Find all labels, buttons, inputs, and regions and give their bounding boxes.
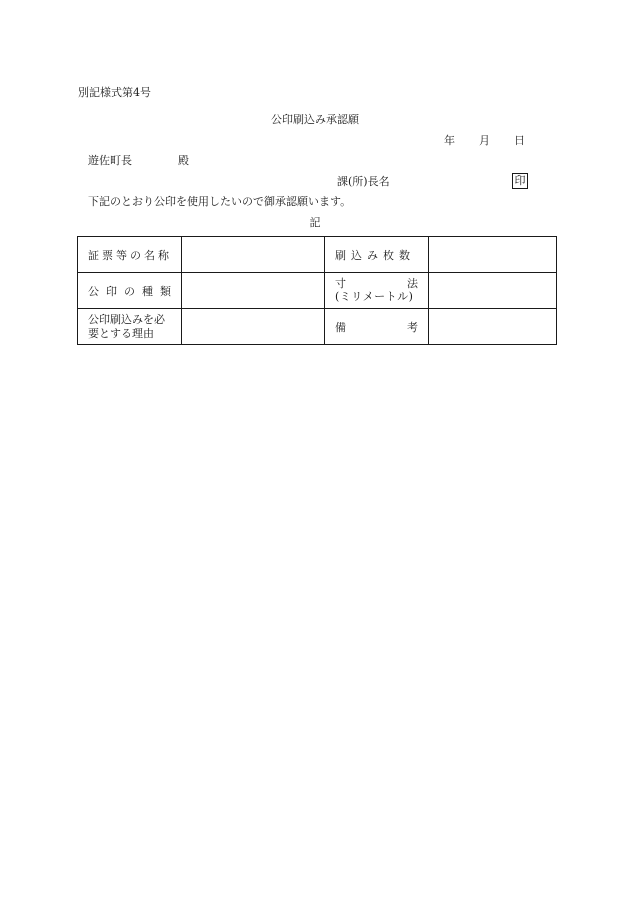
ki-heading: 記 [309, 216, 321, 229]
cell-label-certificate-name [78, 237, 182, 273]
cell-label-seal-type [78, 273, 182, 309]
cell-print-count-value[interactable] [429, 237, 557, 273]
cell-certificate-name-value[interactable] [182, 237, 325, 273]
table-row [78, 237, 557, 273]
print-count-label: 刷込み枚数 [335, 248, 415, 262]
seal-mark: 印 [512, 173, 528, 189]
cell-seal-type-value[interactable] [182, 273, 325, 309]
cell-label-reason [78, 309, 182, 345]
addressee-name: 遊佐町長 [88, 154, 132, 167]
date-month-label: 月 [479, 134, 490, 147]
reason-label [78, 313, 181, 339]
table-row [78, 309, 557, 345]
cell-label-print-count [325, 237, 429, 273]
form-number: 別記様式第4号 [78, 86, 151, 99]
cell-dimensions-value[interactable] [429, 273, 557, 309]
cell-remarks-value[interactable] [429, 309, 557, 345]
sender-label: 課(所)長名 [337, 175, 390, 188]
dimensions-label [325, 278, 428, 303]
request-text: 下記のとおり公印を使用したいので御承認願います。 [88, 195, 352, 208]
date-line [444, 135, 525, 146]
certificate-name-label: 証票等の名称 [88, 248, 172, 262]
reason-label-line2: 要とする理由 [88, 326, 154, 340]
dimensions-unit-label: (ミリメートル) [335, 289, 414, 303]
remarks-label [325, 319, 428, 335]
table-row [78, 273, 557, 309]
addressee-honorific: 殿 [178, 154, 189, 167]
addressee [88, 155, 189, 166]
cell-label-remarks [325, 309, 429, 345]
dimensions-label-b: 法 [407, 276, 418, 290]
reason-label-line1: 公印刷込みを必 [88, 313, 165, 327]
cell-reason-value[interactable] [182, 309, 325, 345]
document-title: 公印刷込み承認願 [271, 113, 359, 126]
approval-table [77, 236, 557, 345]
remarks-label-b: 考 [407, 320, 418, 334]
dimensions-label-a: 寸 [335, 276, 346, 290]
date-year-label: 年 [444, 134, 455, 147]
cell-label-dimensions [325, 273, 429, 309]
remarks-label-a: 備 [335, 320, 346, 334]
seal-type-label: 公印の種類 [88, 284, 178, 298]
date-day-label: 日 [514, 134, 525, 147]
